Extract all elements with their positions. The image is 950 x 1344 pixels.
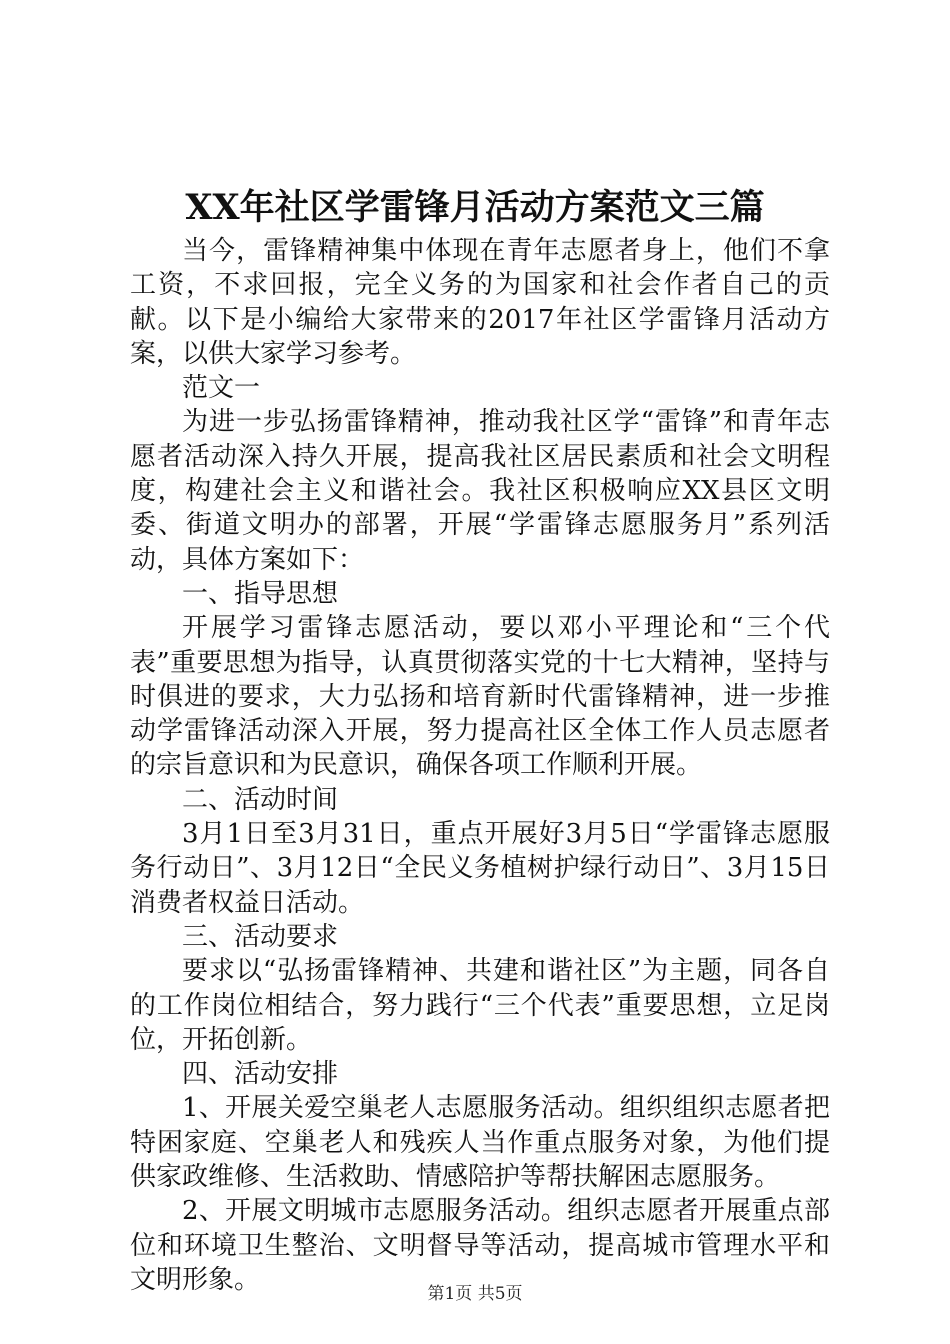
section-heading-activity-requirements: 三、活动要求 (182, 921, 339, 952)
section-heading-sample-one: 范文一 (182, 373, 261, 404)
page-footer: 第1页 共5页 (427, 1284, 523, 1304)
section-heading-guiding-ideology: 一、指导思想 (182, 578, 339, 609)
section-heading-activity-arrangement: 四、活动安排 (182, 1059, 339, 1090)
paragraph-activity-time: 3月1日至3月31日，重点开展好3月5日“学雷锋志愿服务行动日”、3月12日“全民义务植树护绿行动日”、3月15日消费者权益日活动。 (130, 819, 830, 918)
paragraph-activity-requirements: 要求以“弘扬雷锋精神、共建和谐社区”为主题，同各自的工作岗位相结合，努力践行“三个代表”重要思想，立足岗位，开拓创新。 (130, 956, 830, 1055)
document-title: XX年社区学雷锋月活动方案范文三篇 (185, 187, 765, 228)
section-heading-activity-time: 二、活动时间 (182, 784, 339, 815)
paragraph-guiding-ideology: 开展学习雷锋志愿活动，要以邓小平理论和“三个代表”重要思想为指导，认真贯彻落实党的十七大精神，坚持与时俱进的要求，大力弘扬和培育新时代雷锋精神，进一步推动学雷锋活动深入开展，努力提高社区全体工作人员志愿者的宗旨意识和为民意识，确保各项工作顺利开展。 (130, 613, 830, 781)
document-body (130, 234, 830, 1297)
paragraph-arrangement-item-2: 2、开展文明城市志愿服务活动。组织志愿者开展重点部位和环境卫生整治、文明督导等活动，提高城市管理水平和文明形象。 (130, 1196, 830, 1295)
paragraph-arrangement-item-1: 1、开展关爱空巢老人志愿服务活动。组织组织志愿者把特困家庭、空巢老人和残疾人当作重点服务对象，为他们提供家政维修、生活救助、情感陪护等帮扶解困志愿服务。 (130, 1093, 830, 1193)
paragraph-purpose: 为进一步弘扬雷锋精神，推动我社区学“雷锋”和青年志愿者活动深入持久开展，提高我社区居民素质和社会文明程度，构建社会主义和谐社会。我社区积极响应XX县区文明委、街道文明办的部署，开展“学雷锋志愿服务月”系列活动，具体方案如下： (130, 407, 830, 575)
paragraph-intro: 当今，雷锋精神集中体现在青年志愿者身上，他们不拿工资，不求回报，完全义务的为国家和社会作者自己的贡献。以下是小编给大家带来的2017年社区学雷锋月活动方案，以供大家学习参考。 (130, 236, 830, 369)
